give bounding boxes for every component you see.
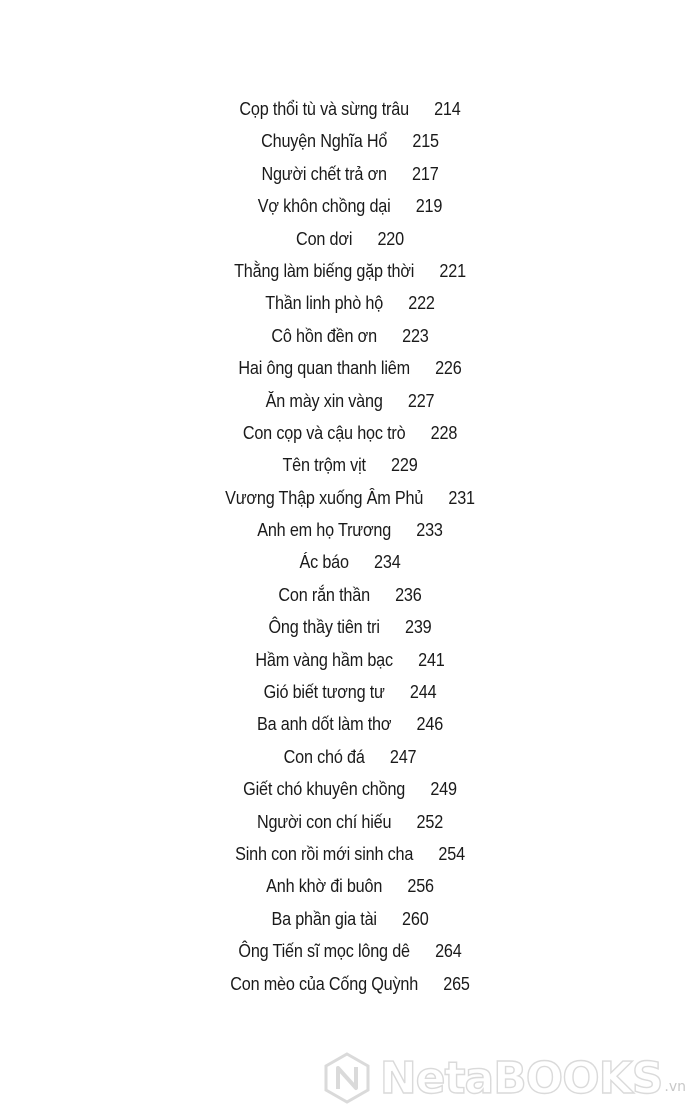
toc-entry-title: Con rắn thần (278, 584, 370, 605)
toc-entry-title: Ông Tiến sĩ mọc lông dê (238, 941, 410, 962)
toc-entry (35, 838, 665, 870)
toc-entry-page: 217 (412, 163, 439, 184)
toc-entry-page: 233 (416, 520, 443, 541)
toc-entry-title: Anh khờ đi buôn (266, 876, 383, 897)
toc-entry-title: Vương Thập xuống Âm Phủ (225, 487, 424, 508)
toc-entry-page: 249 (430, 779, 457, 800)
toc-entry (35, 223, 665, 255)
toc-entry (35, 352, 665, 384)
toc-entry (35, 773, 665, 805)
netabooks-logo-icon (320, 1051, 374, 1105)
toc-entry (35, 320, 665, 352)
toc-entry-title: Vợ khôn chồng dại (257, 196, 391, 217)
toc-entry (35, 514, 665, 546)
toc-entry-page: 228 (430, 422, 458, 443)
toc-entry-title: Cọp thổi tù và sừng trâu (239, 99, 409, 119)
toc-entry-title: Người con chí hiếu (256, 811, 392, 832)
watermark-suffix: .vn (664, 1079, 686, 1095)
toc-entry-title: Cô hồn đền ơn (271, 325, 377, 346)
toc-entry-title: Giết chó khuyên chồng (243, 779, 406, 800)
toc-entry (35, 611, 665, 643)
toc-entry (35, 482, 665, 514)
toc-entry-title: Người chết trả ơn (261, 163, 387, 184)
toc-entry (35, 708, 665, 740)
toc-entry-page: 252 (416, 811, 444, 832)
toc-entry (35, 255, 665, 287)
toc-entry-title: Hầm vàng hầm bạc (255, 649, 393, 670)
toc-entry-page: 234 (374, 552, 401, 573)
toc-entry (35, 903, 665, 935)
toc-entry-page: 220 (377, 228, 404, 249)
toc-entry-page: 222 (408, 293, 435, 314)
toc-entry-page: 215 (412, 131, 439, 152)
toc-entry-page: 226 (435, 358, 462, 379)
toc-entry-page: 260 (402, 908, 429, 929)
toc-entry-page: 236 (395, 584, 422, 605)
toc-entry-page: 246 (416, 714, 444, 735)
toc-entry-page: 254 (438, 843, 465, 864)
toc-entry-page: 221 (439, 260, 466, 281)
toc-entry (35, 968, 665, 1000)
toc-entry-title: Sinh con rồi mới sinh cha (235, 843, 414, 864)
toc-entry-title: Ông thầy tiên tri (268, 617, 380, 638)
toc-entry-page: 214 (434, 99, 461, 119)
toc-entry-page: 229 (391, 455, 418, 476)
table-of-contents (0, 93, 700, 1000)
toc-entry-page: 227 (407, 390, 435, 411)
toc-entry-page: 265 (443, 973, 470, 994)
toc-entry-page: 223 (402, 325, 429, 346)
toc-entry-title: Thần linh phò hộ (265, 293, 384, 314)
toc-entry-page: 231 (448, 487, 475, 508)
toc-entry-title: Con mèo của Cống Quỳnh (230, 973, 419, 994)
toc-entry (35, 190, 665, 222)
toc-entry (35, 870, 665, 902)
toc-entry-title: Con dơi (296, 228, 353, 249)
toc-entry-title: Tên trộm vịt (282, 455, 366, 476)
toc-entry-title: Con chó đá (283, 746, 365, 767)
toc-entry-page: 219 (415, 196, 443, 217)
toc-entry-title: Anh em họ Trương (257, 520, 392, 541)
toc-entry (35, 579, 665, 611)
toc-entry-title: Gió biết tương tư (263, 682, 385, 703)
toc-entry (35, 449, 665, 481)
watermark (320, 1051, 686, 1105)
toc-entry-title: Con cọp và cậu học trò (242, 422, 406, 443)
toc-entry (35, 158, 665, 190)
toc-entry (35, 644, 665, 676)
toc-entry (35, 676, 665, 708)
toc-entry-title: Hai ông quan thanh liêm (238, 358, 410, 379)
toc-entry-title: Thằng làm biếng gặp thời (234, 260, 415, 281)
toc-entry-page: 247 (389, 746, 417, 767)
toc-entry-page: 241 (418, 649, 445, 670)
toc-entry (35, 385, 665, 417)
toc-entry-title: Ác báo (299, 552, 349, 573)
toc-entry (35, 741, 665, 773)
toc-entry-page: 244 (409, 682, 437, 703)
toc-entry (35, 546, 665, 578)
toc-entry (35, 125, 665, 157)
toc-entry (35, 287, 665, 319)
toc-entry-title: Ba phần gia tài (271, 908, 377, 929)
toc-entry (35, 935, 665, 967)
toc-entry-page: 239 (404, 617, 432, 638)
toc-entry (35, 417, 665, 449)
toc-entry-title: Chuyện Nghĩa Hổ (261, 131, 388, 152)
toc-entry-title: Ăn mày xin vàng (265, 390, 383, 411)
toc-entry-page: 256 (407, 876, 434, 897)
toc-entry-title: Ba anh dốt làm thơ (256, 714, 392, 735)
toc-entry (35, 93, 665, 125)
watermark-brand: NetaBOOKS (379, 1052, 663, 1104)
toc-entry-page: 264 (435, 941, 462, 962)
toc-entry (35, 806, 665, 838)
